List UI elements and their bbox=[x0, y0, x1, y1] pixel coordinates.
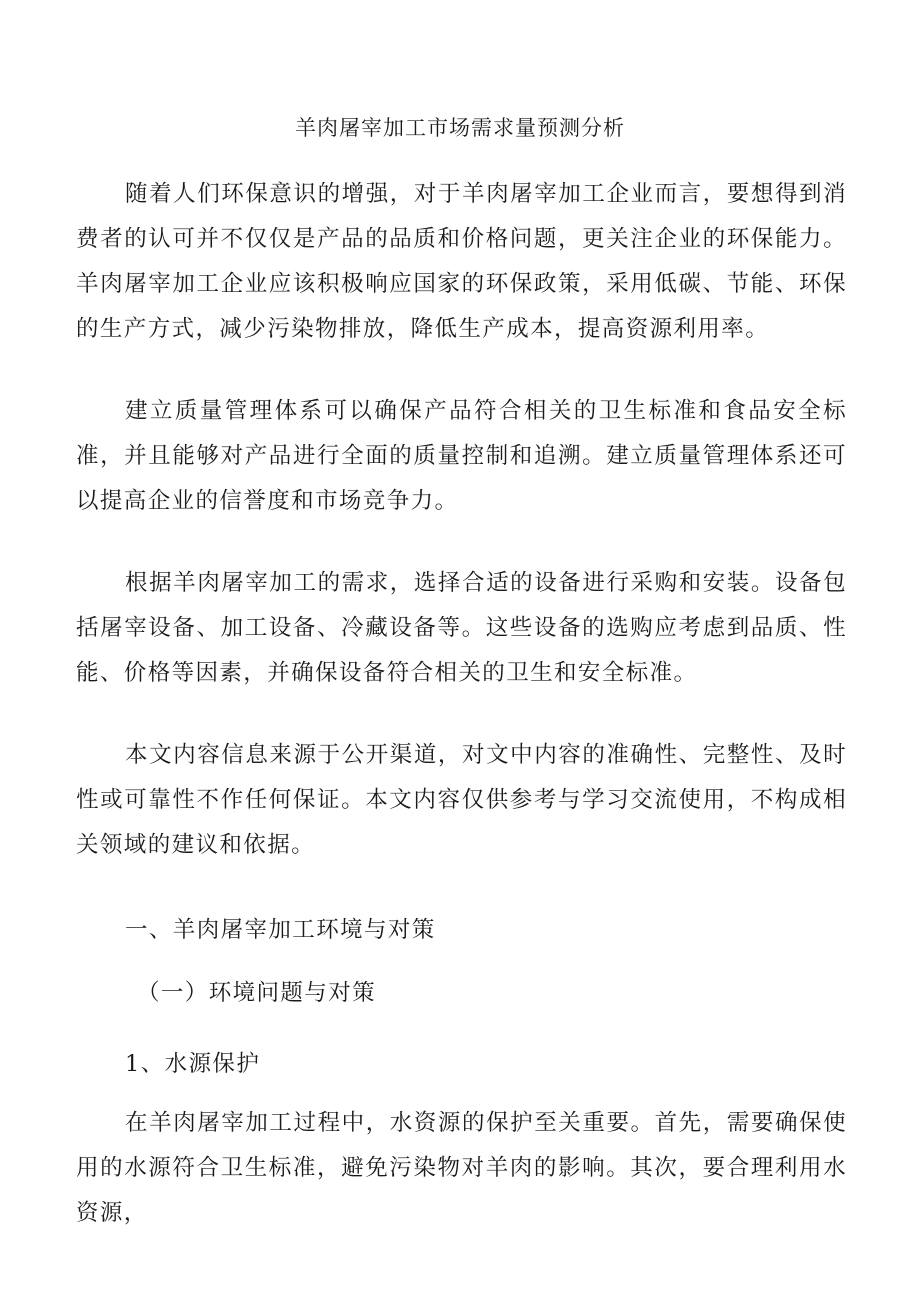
paragraph-environmental-awareness: 随着人们环保意识的增强，对于羊肉屠宰加工企业而言，要想得到消费者的认可并不仅仅是产品的品质和价格问题，更关注企业的环保能力。羊肉屠宰加工企业应该积极响应国家的环保政策，采用低碳、节能、环保的生产方式，减少污染物排放，降低生产成本，提高资源利用率。 bbox=[76, 181, 847, 342]
item-heading: 1、水源保护 bbox=[125, 1051, 261, 1077]
paragraph-quality-management: 建立质量管理体系可以确保产品符合相关的卫生标准和食品安全标准，并且能够对产品进行全面的质量控制和追溯。建立质量管理体系还可以提高企业的信誉度和市场竞争力。 bbox=[76, 398, 847, 514]
paragraph-water-protection: 在羊肉屠宰加工过程中，水资源的保护至关重要。首先，需要确保使用的水源符合卫生标准，避免污染物对羊肉的影响。其次，要合理利用水资源， bbox=[76, 1110, 847, 1226]
document-title: 羊肉屠宰加工市场需求量预测分析 bbox=[295, 116, 625, 140]
paragraph-disclaimer: 本文内容信息来源于公开渠道，对文中内容的准确性、完整性、及时性或可靠性不作任何保证。本文内容仅供参考与学习交流使用，不构成相关领域的建议和依据。 bbox=[76, 742, 847, 858]
subsection-heading: （一）环境问题与对策 bbox=[137, 980, 377, 1006]
paragraph-equipment: 根据羊肉屠宰加工的需求，选择合适的设备进行采购和安装。设备包括屠宰设备、加工设备、冷藏设备等。这些设备的选购应考虑到品质、性能、价格等因素，并确保设备符合相关的卫生和安全标准。 bbox=[76, 570, 847, 686]
section-heading: 一、羊肉屠宰加工环境与对策 bbox=[125, 917, 436, 943]
